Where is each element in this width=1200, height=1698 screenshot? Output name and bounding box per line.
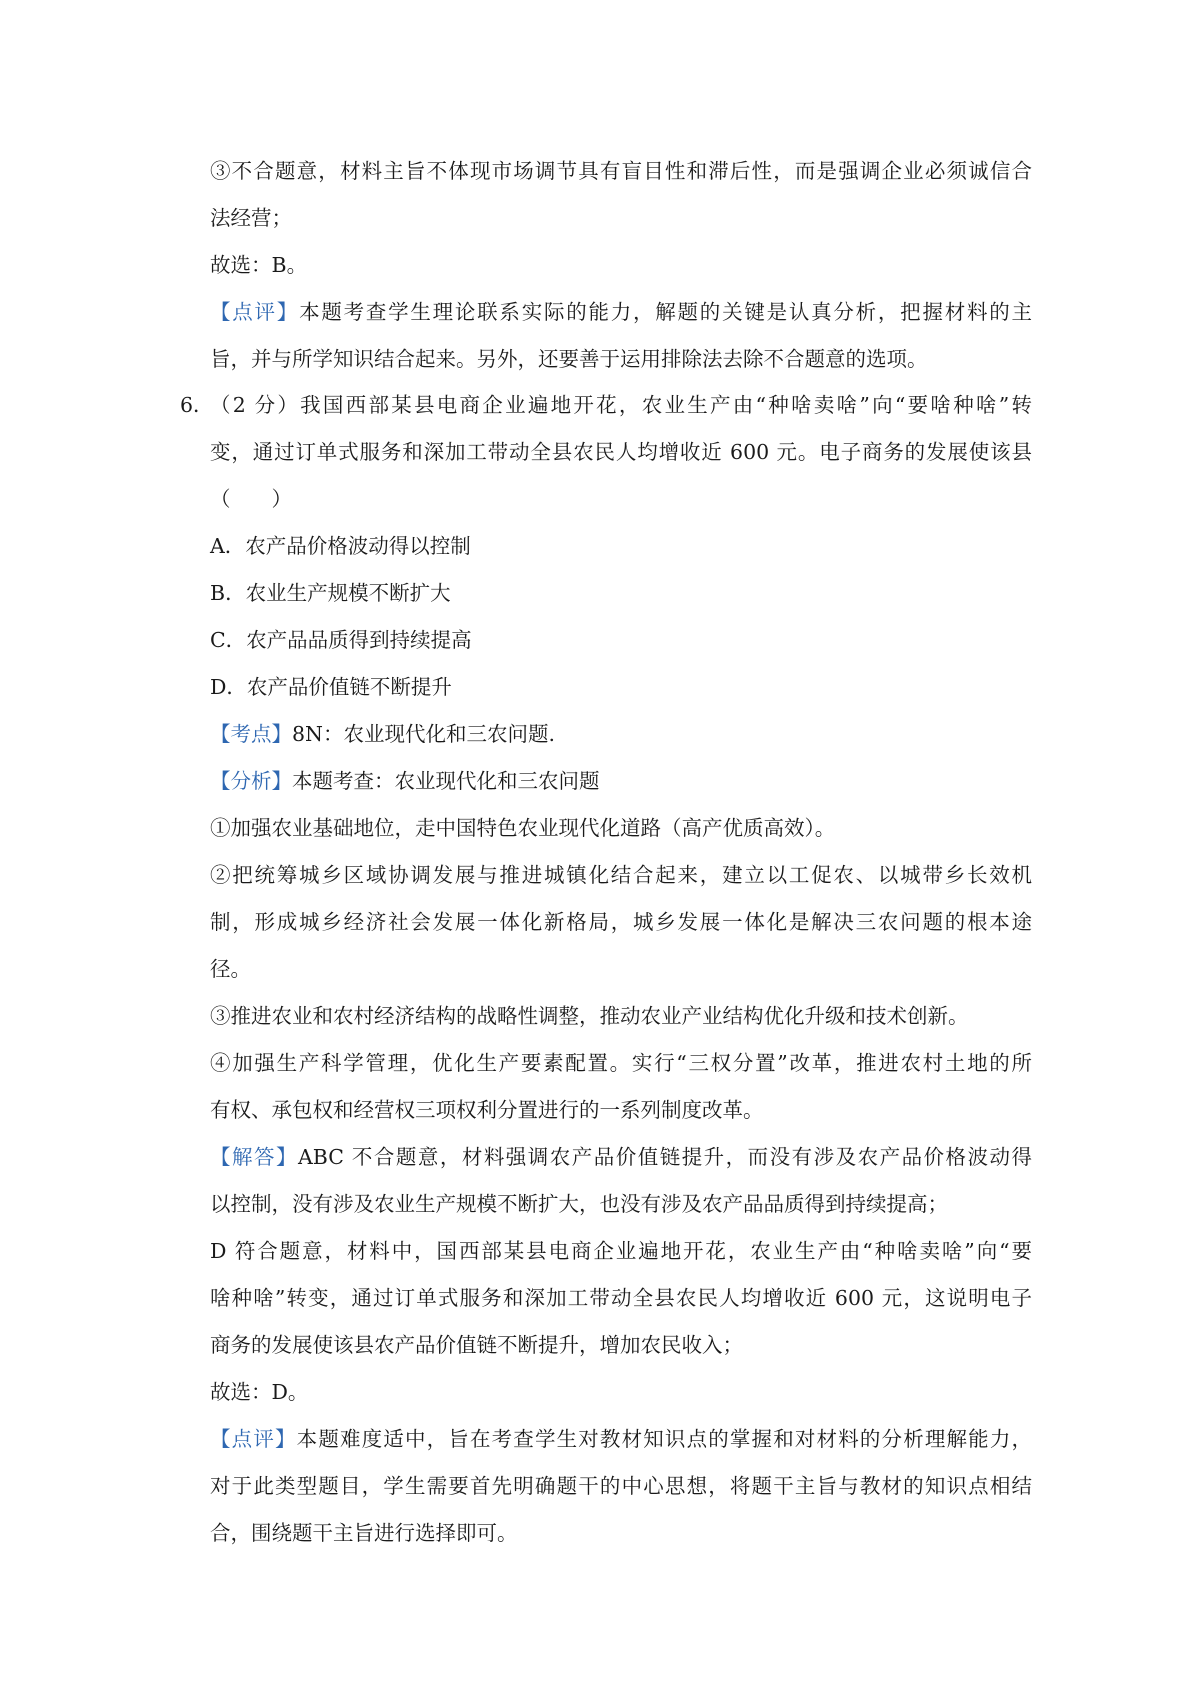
analysis-point-4: ④加强生产科学管理，优化生产要素配置。实行“三权分置”改革，推进农村土地的所: [210, 1051, 1032, 1075]
comment-tag: 【点评】: [210, 300, 300, 324]
comment-text: 本题考查学生理论联系实际的能力，解题的关键是认真分析，把握材料的主: [299, 300, 1032, 324]
option-d: D．农产品价值链不断提升: [210, 675, 452, 699]
dianping-line: 对于此类型题目，学生需要首先明确题干的中心思想，将题干主旨与教材的知识点相结: [210, 1474, 1032, 1498]
jieda-tag: 【解答】: [210, 1145, 298, 1169]
analysis-point-2: ②把统筹城乡区域协调发展与推进城镇化结合起来，建立以工促农、以城带乡长效机: [210, 863, 1032, 887]
d-explanation-line: 商务的发展使该县农产品价值链不断提升，增加农民收入；: [210, 1333, 743, 1357]
analysis-line: 法经营；: [210, 206, 292, 230]
option-b: B．农业生产规模不断扩大: [210, 581, 451, 605]
analysis-line: ③不合题意，材料主旨不体现市场调节具有盲目性和滞后性，而是强调企业必须诚信合: [210, 159, 1032, 183]
kaodian-tag: 【考点】: [210, 722, 292, 746]
answer-choice: 故选：B。: [210, 253, 308, 277]
jieda-line: [210, 1134, 1032, 1181]
option-a: A．农产品价格波动得以控制: [210, 534, 471, 558]
question-number: 6．: [180, 393, 214, 417]
analysis-point-4: 有权、承包权和经营权三项权利分置进行的一系列制度改革。: [210, 1098, 764, 1122]
jieda-text: ABC 不合题意，材料强调农产品价值链提升，而没有涉及农产品价格波动得: [297, 1145, 1032, 1169]
comment-line: [210, 289, 1032, 336]
question-6: [210, 382, 1032, 1557]
fenxi-tag: 【分析】: [210, 769, 292, 793]
fenxi-line: [210, 758, 1032, 805]
answer-blank: （ ）: [210, 487, 292, 511]
dianping-line: [210, 1416, 1032, 1463]
fenxi-text: 本题考查：农业现代化和三农问题: [292, 769, 600, 793]
comment-line: 旨，并与所学知识结合起来。另外，还要善于运用排除法去除不合题意的选项。: [210, 347, 928, 371]
d-explanation-line: 啥种啥”转变，通过订单式服务和深加工带动全县农民人均增收近 600 元，这说明电子: [210, 1286, 1032, 1310]
kaodian-line: [210, 711, 1032, 758]
d-explanation-line: D 符合题意，材料中，国西部某县电商企业遍地开花，农业生产由“种啥卖啥”向“要: [210, 1239, 1032, 1263]
option-c: C．农产品品质得到持续提高: [210, 628, 472, 652]
question-stem-line: 变，通过订单式服务和深加工带动全县农民人均增收近 600 元。电子商务的发展使该县: [210, 440, 1032, 464]
dianping-tag: 【点评】: [210, 1427, 297, 1451]
analysis-point-2: 径。: [210, 957, 251, 981]
analysis-point-2: 制，形成城乡经济社会发展一体化新格局，城乡发展一体化是解决三农问题的根本途: [210, 910, 1032, 934]
previous-question-tail: [210, 148, 1032, 383]
kaodian-text: 8N：农业现代化和三农问题.: [292, 722, 555, 746]
analysis-point-3: ③推进农业和农村经济结构的战略性调整，推动农业产业结构优化升级和技术创新。: [210, 1004, 969, 1028]
question-stem-line: （2 分）我国西部某县电商企业遍地开花，农业生产由“种啥卖啥”向“要啥种啥”转: [210, 393, 1032, 417]
jieda-line: 以控制，没有涉及农业生产规模不断扩大，也没有涉及农产品品质得到持续提高；: [210, 1192, 948, 1216]
analysis-point-1: ①加强农业基础地位，走中国特色农业现代化道路（高产优质高效）。: [210, 816, 836, 840]
answer-choice: 故选：D。: [210, 1380, 309, 1404]
dianping-text: 本题难度适中，旨在考查学生对教材知识点的掌握和对材料的分析理解能力，: [296, 1427, 1032, 1451]
dianping-line: 合，围绕题干主旨进行选择即可。: [210, 1521, 518, 1545]
